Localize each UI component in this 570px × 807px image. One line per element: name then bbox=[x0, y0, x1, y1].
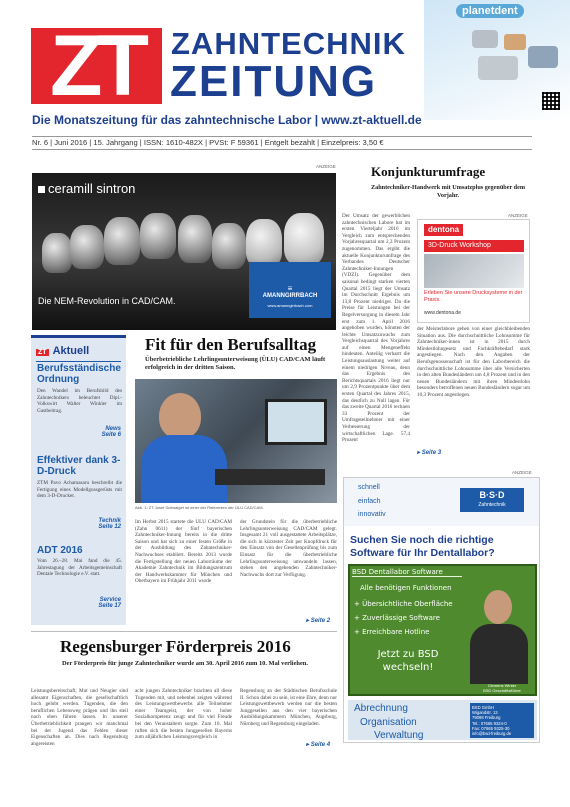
article-konjunktur-ref[interactable]: ▸ Seite 3 bbox=[417, 450, 442, 456]
zt-mini-logo: ZT bbox=[38, 349, 47, 356]
article-konjunktur-col1: Der Umsatz der gewerblichen zahntechnischen Labore hat im ersten Vierteljahr 2016 im Vergleich zum entsprechenden Vorjahresquartal um 2,3 Prozent zugenommen. Das ergibt die aktuelle Konjunkturumfrage des Verbandes Deutscher Zahntechniker-Innungen (VDZI). Gegenüber dem saisonal bedingt starken vierten Quartal 2015 liegt der Umsatz im Durchschnitt Ergebnis um 13,8 Prozent niedriger. Da die Preise für Leistungen bei der Regelversorgung in diesem Jahr erst zum 1. April 2016 angehoben wurden, könnten der leichte Umsatzzuwachs zum Vergleichsquartal des Vorjahres auf einen Mengeneffekt hindeuten. Anteilig verharrt die Leistungsauslastung weiter auf einem niedrigen Niveau, denn das Ergebnis des Berichtsquartals 2016 liegt nur um 2,9 Prozentpunkte über dem ersten Quartal des Jahres 2015, das deutlich zu Null lagen. Für das zweite Quartal 2016 rechnen 33 Prozent der Umfrageteilnehmer mit einer Verbesserung der wirtschaftlichen Lage. 57,4 Prozent bbox=[342, 213, 410, 444]
bsd-tag: innovativ bbox=[358, 511, 386, 518]
dentona-headline: 3D-Druck Workshop bbox=[424, 240, 524, 252]
bsd-software-name: BSD Dentallabor Software bbox=[352, 568, 462, 577]
aktuell-header bbox=[36, 341, 121, 362]
dentona-url[interactable]: www.dentona.de bbox=[424, 310, 461, 316]
article-fit-col2: der Grundstein für die überbetriebliche Lehrlingsunterweisung CAD/CAM gelegt. Insgesamt 21 voll ausgestattete Arbeitsplätze, die sich in kürzester Zeit per Knopfdruck für den Einsatz von der Gesellenprüfung bis zum Einsatz für die überbetriebliche Lehrlingsunterweisung umwandeln lassen, stehen den angehenden Zahntechniker-Nachwuchs dort zur Verfügung. bbox=[240, 519, 337, 578]
qr-code-icon bbox=[542, 92, 560, 110]
article-title-fit[interactable]: Fit für den Berufsalltag bbox=[145, 335, 317, 354]
planetdent-ad[interactable] bbox=[424, 0, 570, 120]
bsd-word: Verwaltung bbox=[374, 730, 424, 741]
article-subtitle-konjunktur: Zahntechniker-Handwerk mit Umsatzplus gegenüber dem Vorjahr. bbox=[370, 184, 525, 199]
masthead-title-line1: ZAHNTECHNIK bbox=[171, 26, 406, 61]
article-regensburg-ref[interactable]: ▸ Seite 4 bbox=[306, 742, 331, 748]
aktuell-item-ref[interactable]: Service Seite 17 bbox=[98, 597, 121, 609]
aktuell-item-title[interactable]: ADT 2016 bbox=[37, 545, 83, 556]
issue-info-bar: Nr. 6 | Juni 2016 | 15. Jahrgang | ISSN: 1610-482X | PVSt: F 59361 | Entgelt bezahlt | Einzelpreis: 3,50 € bbox=[32, 136, 532, 150]
ad-label: ANZEIGE bbox=[508, 213, 528, 218]
bsd-feature: + Übersichtliche Oberfläche bbox=[354, 600, 453, 608]
bsd-cta[interactable]: Jetzt zu BSD wechseln! bbox=[377, 649, 439, 673]
ceramill-brand: ceramill sintron bbox=[38, 181, 135, 196]
article-regensburg-col3: Regensburg an der Städtischen Berufsschule II. Schon dabei zu sein, ist eine Ehre, denn nur Leistungswettbewerb werden nur die besten Junggesellen aus den vier bayerischen Ausbildungskammern München, Augsburg, Nürnberg und Regensburg eingeladen. bbox=[240, 688, 337, 727]
person-head bbox=[484, 590, 512, 624]
arrow-right-icon: ▸ bbox=[306, 742, 311, 748]
bsd-word: Organisation bbox=[360, 717, 417, 728]
zt-logo[interactable]: ZT bbox=[31, 28, 162, 104]
article-fit-col1: Im Herbst 2015 startete die ÜLU CAD/CAM (Zahn 0611) der fünf bayerischen Zahntechniker-Innung bereits in die dritte Saison und hat sich zu einer festen Größe in der Ausbildung des Zahntechniker-Nachwuchses etabliert. Bereits 2013 wurde die Fertigstellung der neuen Laborräume der Akademie Zahntechnik im Bildungszentrum der Handwerkskammer für München und Oberbayern im Frühjahr 2011 wurde bbox=[135, 519, 232, 585]
ad-product-image bbox=[478, 56, 518, 80]
bsd-address: BSD GmbH Wigandstr. 13 79098 Freiburg Tel.: 07665 9324-0 Fax: 07665 9325-30 info@bsd-freiburg.de bbox=[470, 703, 534, 738]
aktuell-item-title[interactable]: Berufsständische Ordnung bbox=[37, 363, 121, 385]
ad-product-image bbox=[528, 46, 558, 68]
ad-product-image bbox=[504, 34, 526, 50]
article-subtitle-fit: Überbetriebliche Lehrlingsunterweisung (ÜLU) CAD/CAM läuft erfolgreich in der dritten Saison. bbox=[145, 356, 326, 371]
article-regensburg-col1: Leistungsbereitschaft, Mut und Neugier sind allesamt Eigenschaften, die gesellschaftlich hoch gelobt werden. Tugenden, die den beruflichen Lebensweg prägen und ihn steil nach oben führen lassen. In unserer Überbetrieblichkeit prangen wir manchmal bei der Jugend das Fehlen dieser Eigenschaften an. Dies nach Regensburg angereisten bbox=[31, 688, 128, 747]
bsd-logo: B·S·D Zahntechnik bbox=[460, 488, 524, 512]
article-konjunktur-col2: der Meisterlabore gehen von einer gleichbleibenden Situation aus. Die durchschnittliche Lohnsumme für Zahntechniker-innen ist in 2015 durch Mindestlohngesetz und Fachkräftebedarf stark angestiegen. Nach den Angaben der Berufsgenossenschaft ist für den Laborbereich die durchschnittliche Lohnsumme über alle Versicherten in den alten Bundesländern um 4,8 Prozent und in den neuen Bundesländern mit ihren Mindestlohn besonders betroffenen neuen Bundesländern sogar um 10,3 Prozent angestiegen. bbox=[417, 326, 530, 398]
arrow-right-icon: ▸ bbox=[417, 450, 422, 456]
masthead-title-line2: ZEITUNG bbox=[170, 57, 378, 106]
dentona-text: Erleben Sie unsere Drucksysteme in der Praxis. bbox=[424, 290, 523, 303]
amanngirrbach-mark-icon: ≡ bbox=[287, 284, 293, 293]
article-photo bbox=[135, 379, 337, 503]
aktuell-label: Aktuell bbox=[52, 345, 90, 357]
person-suit bbox=[470, 624, 528, 684]
dentona-ad[interactable] bbox=[417, 219, 530, 323]
monitor-image bbox=[265, 399, 327, 445]
article-subtitle-regensburg: Der Förderpreis für junge Zahntechniker wurde am 30. April 2016 zum 10. Mal verliehen. bbox=[62, 660, 308, 667]
amanngirrbach-logo: ≡ AMANNGIRRBACH www.amanngirrbach.com bbox=[249, 262, 331, 318]
aktuell-item-text: Vom 26.–28. Mai fand die 45. Jahrestagung der Arbeitsgemeinschaft Dentale Technologie e.V. statt. bbox=[37, 558, 122, 578]
article-regensburg-col2: acht jungen Zahntechniker brachten all diese Tugenden mit, und nebenbei zeigten während des Leistungswettbewerbs alle Teilnehmer einer Teamgeist, der von hoher Sozialkompetenz zeugt und für viel Freude bei den Veranstaltern sorgte. Zum 10. Mal ruften sich die besten Junggesellen Bayerns zum alljährlichen Leistungsvergleich in bbox=[135, 688, 232, 741]
ceramill-claim: Die NEM-Revolution in CAD/CAM. bbox=[38, 296, 176, 306]
dentona-logo: dentona bbox=[424, 224, 463, 236]
ad-label: ANZEIGE bbox=[512, 470, 532, 475]
photo-caption: Abb. 1: ZT Josef Schwaiger ist einer der Referenten der ÜLU CAD/CAM. bbox=[135, 505, 264, 510]
masthead-tagline: Die Monatszeitung für das zahntechnische Labor | www.zt-aktuell.de bbox=[32, 113, 422, 127]
article-title-regensburg[interactable]: Regensburger Förderpreis 2016 bbox=[60, 637, 291, 656]
bsd-feature: + Zuverlässige Software bbox=[354, 614, 440, 622]
bsd-feature: + Erreichbare Hotline bbox=[354, 628, 430, 636]
article-fit-ref[interactable]: ▸ Seite 2 bbox=[306, 618, 331, 624]
desk-keyboard bbox=[215, 469, 325, 485]
dentona-printer-image bbox=[424, 254, 524, 288]
aktuell-item-text: Den Wandel im Berufsbild des Zahntechnikers beleuchtet Dipl.-Volkswirt Walter Winkler im Gastbeitrag. bbox=[37, 388, 122, 414]
aktuell-item-ref[interactable]: Technik Seite 12 bbox=[98, 518, 121, 530]
bsd-tag: einfach bbox=[358, 498, 381, 505]
ad-label: ANZEIGE bbox=[316, 164, 336, 169]
aktuell-item-title[interactable]: Effektiver dank 3-D-Druck bbox=[37, 455, 121, 477]
section-divider bbox=[31, 631, 337, 632]
bsd-word: Abrechnung bbox=[354, 703, 408, 714]
bsd-tag: schnell bbox=[358, 484, 380, 491]
bsd-person: Clemens Winter BSD Geschäftsführer bbox=[483, 683, 521, 693]
ceramill-logo-icon bbox=[38, 186, 45, 193]
bsd-headline: Suchen Sie noch die richtige Software für Ihr Dentallabor? bbox=[350, 534, 495, 559]
aktuell-item-text: ZTM Pavo Achamasaru beschreibt die Fertigung eines Modellgussgerüsts mit dem 3-D-Drucker. bbox=[37, 480, 122, 500]
bsd-feature: Alle benötigen Funktionen bbox=[360, 584, 452, 592]
ad-product-image bbox=[472, 30, 498, 48]
article-title-konjunktur[interactable]: Konjunkturumfrage bbox=[371, 164, 486, 179]
bsd-ad[interactable] bbox=[343, 477, 540, 743]
person-head bbox=[159, 393, 201, 439]
aktuell-item-ref[interactable]: News Seite 6 bbox=[101, 426, 121, 438]
planetdent-logo: planetdent bbox=[456, 4, 524, 18]
arrow-right-icon: ▸ bbox=[306, 618, 311, 624]
